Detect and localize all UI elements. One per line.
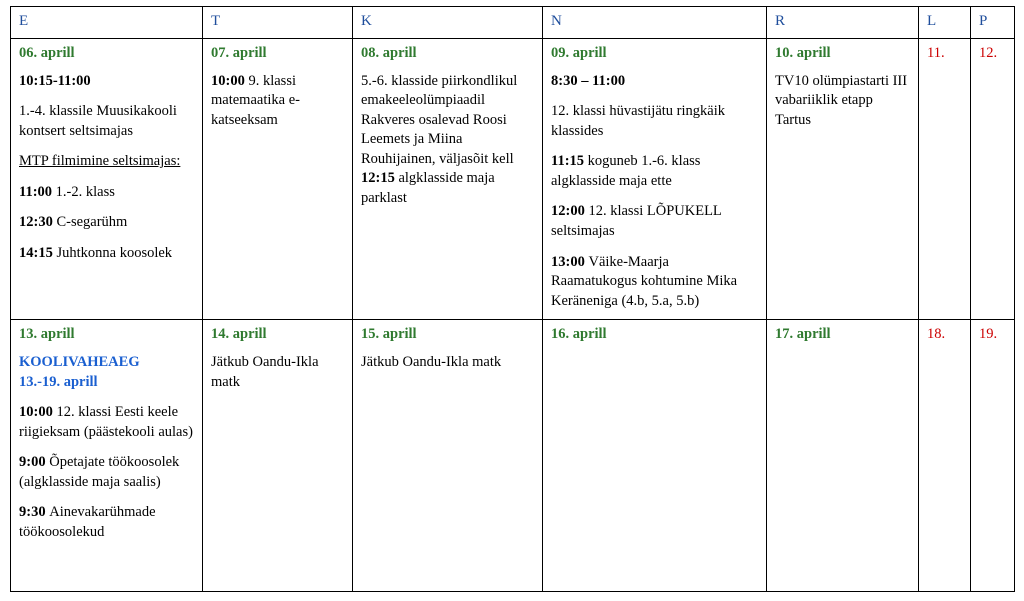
- day-number: 12.: [979, 45, 998, 61]
- day-entries: [361, 72, 534, 209]
- entry-text: Juhtkonna koosolek: [56, 245, 173, 262]
- entry-text: Ainevakarühmade töökoosolekud: [19, 504, 156, 540]
- weekday-header-tuesday: T: [203, 7, 353, 39]
- entry-text: Jätkub Oandu-Ikla matk: [361, 353, 502, 370]
- weekday-header-thursday: N: [543, 7, 767, 39]
- day-entries: [551, 72, 758, 312]
- day-cell[interactable]: [543, 39, 767, 320]
- day-number: 18.: [927, 326, 946, 343]
- calendar-entry: [551, 253, 758, 312]
- calendar-entry: [551, 202, 758, 241]
- day-number: 14. aprill: [211, 326, 267, 343]
- day-cell[interactable]: [11, 320, 203, 592]
- entry-time: 9:00: [19, 454, 50, 471]
- entry-text: 12. klassi hüvastijätu ringkäik klassides: [551, 103, 725, 139]
- day-number: 10. aprill: [775, 45, 831, 61]
- entry-text: C-segarühm: [56, 214, 128, 231]
- calendar-entry: [211, 72, 344, 131]
- day-cell[interactable]: [203, 39, 353, 320]
- day-number: 06. aprill: [19, 45, 75, 61]
- weekday-header-sunday: P: [971, 7, 1015, 39]
- day-number: 17. aprill: [775, 326, 831, 343]
- day-cell[interactable]: [203, 320, 353, 592]
- calendar-entry: [361, 72, 534, 209]
- calendar-entry: [19, 152, 194, 172]
- day-entries: [361, 353, 534, 373]
- day-entries: [211, 72, 344, 131]
- calendar-entry: [19, 102, 194, 141]
- calendar-entry: [19, 213, 194, 233]
- day-cell[interactable]: [11, 39, 203, 320]
- day-cell[interactable]: [971, 39, 1015, 320]
- calendar-entry: [19, 403, 194, 442]
- entry-text: 12. klassi LÕPUKELL seltsimajas: [551, 203, 722, 240]
- day-number: 11.: [927, 45, 945, 61]
- calendar-entry: [551, 152, 758, 191]
- calendar-header-row: [11, 7, 1015, 39]
- calendar-entry: [19, 244, 194, 264]
- entry-underlined-text: MTP filmimine seltsimajas:: [19, 153, 181, 170]
- day-cell[interactable]: [543, 320, 767, 592]
- holiday-title: KOOLIVAHEAEG: [19, 353, 140, 370]
- entry-text: 1.-2. klass: [55, 183, 115, 200]
- weekday-header-friday: R: [767, 7, 919, 39]
- weekday-header-saturday: L: [919, 7, 971, 39]
- calendar-entry: [775, 72, 910, 131]
- day-cell[interactable]: [919, 39, 971, 320]
- calendar-entry: [19, 503, 194, 542]
- day-entries: [19, 403, 194, 542]
- day-cell[interactable]: [919, 320, 971, 592]
- entry-text: 12. klassi Eesti keele riigieksam (päästekooli aulas): [19, 404, 193, 440]
- calendar-entry: [361, 353, 534, 373]
- calendar-week-row: [11, 320, 1015, 592]
- month-calendar-table: [10, 6, 1015, 592]
- entry-text: koguneb 1.-6. klass algklasside maja ette: [551, 153, 701, 189]
- day-entries: [211, 353, 344, 392]
- calendar-entry: [19, 183, 194, 203]
- entry-time: 13:00: [551, 253, 589, 270]
- entry-time: 10:00: [211, 72, 249, 89]
- entry-time: 11:00: [19, 183, 56, 200]
- entry-time: 10:15-11:00: [19, 72, 91, 89]
- calendar-body: [11, 39, 1015, 592]
- day-entries: [19, 72, 194, 264]
- calendar-entry: [211, 353, 344, 392]
- day-cell[interactable]: [971, 320, 1015, 592]
- calendar-entry: [19, 453, 194, 492]
- calendar-week-row: [11, 39, 1015, 320]
- entry-text: TV10 olümpiastarti III vabariiklik etapp Tartus: [775, 72, 908, 128]
- day-number: 15. aprill: [361, 326, 417, 343]
- weekday-header-wednesday: K: [353, 7, 543, 39]
- day-number: 16. aprill: [551, 326, 607, 343]
- entry-time: 10:00: [19, 404, 57, 421]
- entry-text: algklasside maja parklast: [361, 170, 495, 207]
- entry-text: 1.-4. klassile Muusikakooli kontsert seltsimajas: [19, 103, 177, 139]
- entry-time: 12:30: [19, 214, 57, 231]
- calendar-entry: [551, 102, 758, 141]
- entry-time: 14:15: [19, 245, 57, 262]
- entry-text: Õpetajate töökoosolek (algklasside maja saalis): [19, 454, 180, 490]
- day-cell[interactable]: [353, 39, 543, 320]
- weekday-header-monday: E: [11, 7, 203, 39]
- entry-text: Jätkub Oandu-Ikla matk: [211, 353, 319, 390]
- entry-time: 12:15: [361, 170, 399, 187]
- day-number: 07. aprill: [211, 45, 267, 61]
- entry-text: Väike-Maarja Raamatukogus kohtumine Mika Keräneniga (4.b, 5.a, 5.b): [551, 253, 738, 309]
- entry-time: 9:30: [19, 504, 50, 521]
- holiday-dates: 13.-19. aprill: [19, 373, 98, 390]
- day-cell[interactable]: [767, 320, 919, 592]
- calendar-entry: [19, 72, 194, 92]
- entry-time: 11:15: [551, 153, 588, 170]
- entry-text: 5.-6. klasside piirkondlikul emakeeleolümpiaadil Rakveres osalevad Roosi Leemets ja Miina Rouhijainen, väljasõit kell: [361, 72, 518, 167]
- day-number: 08. aprill: [361, 45, 417, 61]
- entry-time: 8:30 – 11:00: [551, 72, 626, 89]
- entry-time: 12:00: [551, 203, 589, 220]
- calendar-entry: [551, 72, 758, 92]
- day-number: 13. aprill: [19, 326, 75, 343]
- day-cell[interactable]: [353, 320, 543, 592]
- day-number: 19.: [979, 326, 998, 343]
- day-entries: [775, 72, 910, 131]
- day-cell[interactable]: [767, 39, 919, 320]
- entry-text: 9. klassi matemaatika e-katseeksam: [211, 72, 300, 128]
- day-number: 09. aprill: [551, 45, 607, 61]
